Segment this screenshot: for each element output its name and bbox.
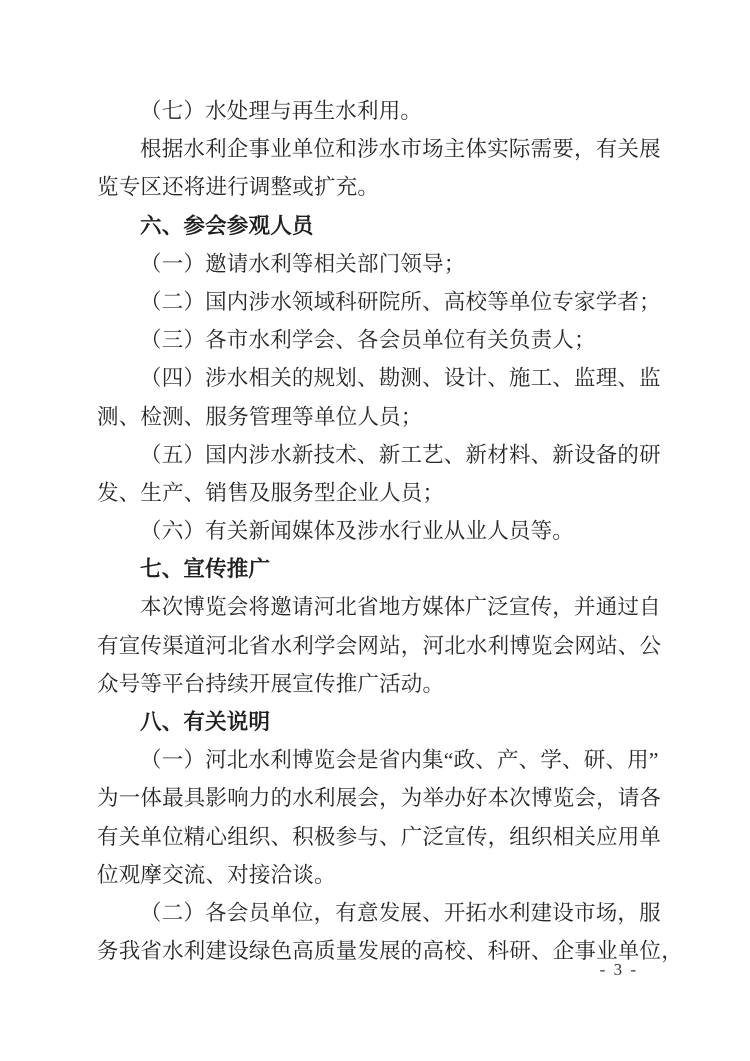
heading-section-8: 八、有关说明	[140, 710, 271, 734]
paragraph-line: 根据水利企事业单位和涉水市场主体实际需要，有关展	[140, 137, 661, 162]
list-item-note-1: （一）河北水利博览会是省内集“政、产、学、研、用”	[140, 748, 659, 773]
page-number: - 3 -	[599, 960, 638, 979]
paragraph-line: （七）水处理与再生水利用。	[140, 99, 423, 123]
paragraph-line: 务我省水利建设绿色高质量发展的高校、科研、企事业单位，	[97, 939, 683, 964]
list-item-note-2: （二）各会员单位，有意发展、开拓水利建设市场，服	[140, 900, 661, 925]
paragraph-line: 位观摩交流、对接洽谈。	[97, 862, 336, 887]
paragraph-line: 为一体最具影响力的水利展会，为举办好本次博览会，请各	[97, 786, 662, 811]
list-item-6: （六）有关新闻媒体及涉水行业从业人员等。	[140, 519, 575, 544]
heading-section-7: 七、宣传推广	[140, 557, 271, 582]
paragraph-line: 众号等平台持续开展宣传推广活动。	[97, 671, 445, 696]
list-item-3: （三）各市水利学会、各会员单位有关负责人；	[140, 328, 596, 353]
list-item-5: （五）国内涉水新技术、新工艺、新材料、新设备的研	[140, 442, 661, 467]
paragraph-line: 发、生产、销售及服务型企业人员；	[97, 480, 445, 505]
document-body	[97, 92, 683, 970]
list-item-1: （一）邀请水利等相关部门领导；	[140, 251, 466, 276]
paragraph-line: 有宣传渠道河北省水利学会网站，河北水利博览会网站、公	[97, 633, 662, 658]
paragraph-line: 测、检测、服务管理等单位人员；	[97, 404, 423, 429]
paragraph-line: 览专区还将进行调整或扩充。	[97, 175, 380, 200]
heading-section-6: 六、参会参观人员	[140, 213, 314, 238]
list-item-4: （四）涉水相关的规划、勘测、设计、施工、监理、监	[140, 366, 661, 391]
paragraph-line: 本次博览会将邀请河北省地方媒体广泛宣传，并通过自	[140, 595, 661, 620]
list-item-2: （二）国内涉水领域科研院所、高校等单位专家学者；	[140, 289, 661, 314]
paragraph-line: 有关单位精心组织、积极参与、广泛宣传，组织相关应用单	[97, 824, 662, 849]
